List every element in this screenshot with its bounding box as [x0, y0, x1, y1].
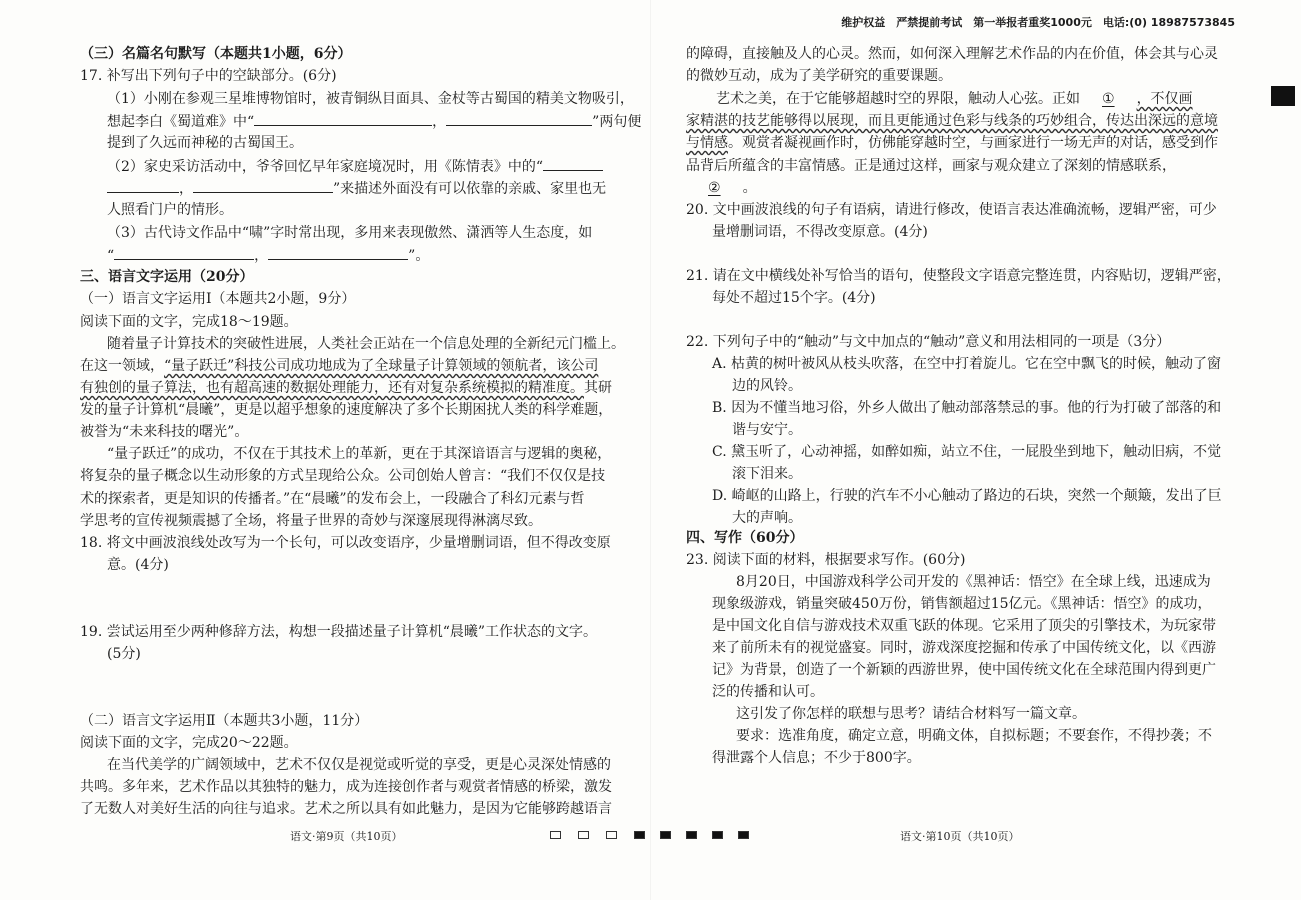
page-marker-square-icon — [578, 831, 589, 839]
passage-line: “量子跃迁”的成功，不仅在于其技术上的革新，更在于其深谙语言与逻辑的奥秘， — [107, 446, 612, 462]
reading-instruction-18-19: 阅读下面的文字，完成18～19题。 — [80, 314, 298, 330]
q21-stem-line2: 每处不超过15个字。(4分) — [712, 290, 876, 306]
material-line: 是中国文化自信与游戏技术双重飞跃的体现。它采用了顶尖的引擎技术，为玩家带 — [712, 618, 1216, 634]
answer-blank[interactable] — [254, 111, 432, 126]
q22-option-d-line2: 大的声响。 — [732, 510, 802, 526]
page-marker-square-icon — [634, 831, 645, 839]
section-3-heading: 三、语言文字运用（20分） — [80, 269, 254, 285]
wavy-underlined-text: 有独创的量子算法，也有超高速的数据处理能力，还有对复杂系统模拟的精准度。 — [80, 380, 584, 396]
blank-2-marker[interactable]: ② — [708, 180, 721, 196]
writing-prompt: 这引发了你怎样的联想与思考？请结合材料写一篇文章。 — [736, 706, 1086, 722]
q17-2-line2: ， ”来描述外面没有可以依靠的亲戚、家里也无 — [107, 178, 606, 199]
q17-1-line3: 提到了久远而神秘的古蜀国王。 — [107, 135, 303, 151]
passage-line: 艺术之美，在于它能够超越时空的界限，触动人心弦。正如 ① ，不仅画 — [716, 91, 1193, 107]
material-line: 记》为背景，创造了一个新颖的西游世界，使中国传统文化在全球范围内得到更广 — [712, 662, 1216, 678]
q18-stem: 18. 将文中画波浪线处改写为一个长句，可以改变语序，少量增删词语，但不得改变原 — [80, 535, 611, 551]
answer-blank[interactable] — [193, 178, 333, 193]
page-marker-square-icon — [660, 831, 671, 839]
q17-2-line3: 人照看门户的情形。 — [107, 202, 233, 218]
q17-1-line2: 想起李白《蜀道难》中“ ， ”两句便 — [107, 111, 641, 132]
q18-stem-line2: 意。(4分) — [107, 557, 169, 573]
answer-blank[interactable] — [268, 245, 408, 260]
passage-line: 学思考的宣传视频震撼了全场，将量子世界的奇妙与深邃展现得淋漓尽致。 — [80, 513, 542, 529]
answer-blank[interactable] — [107, 178, 179, 193]
q23-stem: 23. 阅读下面的材料，根据要求写作。(60分) — [686, 552, 966, 568]
q17-stem: 17. 补写出下列句子中的空缺部分。(6分) — [80, 68, 337, 84]
passage-line: 随着量子计算技术的突破性进展，人类社会正站在一个信息处理的全新纪元门槛上。 — [107, 336, 625, 352]
page-marker-square-icon — [738, 831, 749, 839]
anti-cheating-header: 维护权益 严禁提前考试 第一举报者重奖1000元 电话:(0) 18987573845 — [841, 16, 1235, 29]
page-marker-square-icon — [712, 831, 723, 839]
page-10-footer: 语文·第10页（共10页） — [900, 830, 1020, 843]
material-line: 来了前所未有的视觉盛宴。同时，游戏深度挖掘和传承了中国传统文化，以《西游 — [712, 640, 1216, 656]
section-3-title: （三）名篇名句默写（本题共1小题，6分） — [80, 46, 352, 62]
material-line: 8月20日，中国游戏科学公司开发的《黑神话：悟空》在全球上线，迅速成为 — [736, 574, 1211, 590]
reading-instruction-20-22: 阅读下面的文字，完成20～22题。 — [80, 735, 298, 751]
material-line: 泛的传播和认可。 — [712, 684, 824, 700]
q22-option-b[interactable]: B. 因为不懂当地习俗，外乡人做出了触动部落禁忌的事。他的行为打破了部落的和 — [712, 400, 1222, 416]
q22-stem: 22. 下列句子中的“触动”与文中加点的“触动”意义和用法相同的一项是（3分） — [686, 334, 1171, 350]
answer-blank[interactable] — [543, 156, 603, 171]
black-marker-square-icon — [1271, 86, 1295, 106]
passage-line: 在当代美学的广阔领域中，艺术不仅仅是视觉或听觉的享受，更是心灵深处情感的 — [107, 757, 611, 773]
passage-line: 与情感。观赏者凝视画作时，仿佛能穿越时空，与画家进行一场无声的对话，感受到作 — [686, 135, 1218, 151]
passage-line: 共鸣。多年来，艺术作品以其独特的魅力，成为连接创作者与观赏者情感的桥梁，激发 — [80, 779, 612, 795]
q20-stem-line2: 量增删词语，不得改变原意。(4分) — [712, 224, 928, 240]
passage-line: 有独创的量子算法，也有超高速的数据处理能力，还有对复杂系统模拟的精准度。其研 — [80, 380, 612, 396]
q22-option-c-line2: 滚下泪来。 — [732, 466, 802, 482]
passage-line: 在这一领域，“量子跃迁”科技公司成功地成为了全球量子计算领域的领航者，该公司 — [80, 358, 599, 374]
passage-line: 被誉为“未来科技的曙光”。 — [80, 424, 249, 440]
answer-blank[interactable] — [446, 111, 592, 126]
page-marker-square-icon — [606, 831, 617, 839]
wavy-underlined-text: 与情感 — [686, 135, 728, 151]
q22-option-a[interactable]: A. 枯黄的树叶被风从枝头吹落，在空中打着旋儿。它在空中飘飞的时候，触动了窗 — [712, 356, 1222, 372]
q17-2-text: （2）家史采访活动中，爷爷回忆早年家庭境况时，用《陈情表》中的“ — [107, 156, 603, 177]
blank-1-marker[interactable]: ① — [1102, 91, 1115, 107]
writing-requirements-line2: 得泄露个人信息；不少于800字。 — [712, 750, 921, 766]
writing-requirements: 要求：选准角度，确定立意，明确文体，自拟标题；不要套作，不得抄袭；不 — [736, 728, 1212, 744]
q17-3-text: （3）古代诗文作品中“啸”字时常出现，多用来表现傲然、潇洒等人生态度，如 — [107, 225, 593, 241]
passage-line: 将复杂的量子概念以生动形象的方式呈现给公众。公司创始人曾言：“我们不仅仅是技 — [80, 468, 606, 484]
passage-line: 的微妙互动，成为了美学研究的重要课题。 — [686, 68, 952, 84]
q22-option-c[interactable]: C. 黛玉听了，心动神摇，如醉如痴，站立不住，一屁股坐到地下，触动旧病，不觉 — [712, 444, 1222, 460]
passage-line: ② 。 — [686, 178, 757, 198]
q17-3-line2: “ ， ”。 — [107, 245, 429, 266]
q20-stem: 20. 文中画波浪线的句子有语病，请进行修改，使语言表达准确流畅，逻辑严密，可少 — [686, 202, 1217, 218]
section-4-heading: 四、写作（60分） — [686, 530, 804, 546]
passage-line: 发的量子计算机“晨曦”，更是以超乎想象的速度解决了多个长期困扰人类的科学难题， — [80, 402, 613, 418]
answer-blank[interactable] — [114, 245, 254, 260]
passage-line: 的障碍，直接触及人的心灵。然而，如何深入理解艺术作品的内在价值，体会其与心灵 — [686, 46, 1218, 62]
wavy-underlined-text: “量子跃迁”科技公司成功地成为了全球量子计算领域的领航者，该公司 — [164, 358, 599, 374]
wavy-underlined-text: 家精湛的技艺能够得以展现，而且更能通过色彩与线条的巧妙组合，传达出深远的意境 — [686, 113, 1218, 129]
passage-line: 了无数人对美好生活的向往与追求。艺术之所以具有如此魅力，是因为它能够跨越语言 — [80, 801, 612, 817]
q22-option-b-line2: 谐与安宁。 — [732, 422, 802, 438]
page-fold — [650, 0, 651, 900]
q17-1-text: （1）小刚在参观三星堆博物馆时，被青铜纵目面具、金杖等古蜀国的精美文物吸引， — [107, 91, 634, 107]
q19-stem: 19. 尝试运用至少两种修辞方法，构想一段描述量子计算机“晨曦”工作状态的文字。 — [80, 624, 598, 640]
subsection-2-heading: （二）语言文字运用Ⅱ（本题共3小题，11分） — [80, 713, 369, 729]
page-9-footer: 语文·第9页（共10页） — [290, 830, 403, 843]
passage-line: 品背后所蕴含的丰富情感。正是通过这样，画家与观众建立了深刻的情感联系， — [686, 158, 1176, 174]
q22-option-a-line2: 边的风铃。 — [732, 378, 802, 394]
page-marker-square-icon — [550, 831, 561, 839]
passage-line: 术的探索者，更是知识的传播者。”在“晨曦”的发布会上，一段融合了科幻元素与哲 — [80, 491, 585, 507]
material-line: 现象级游戏，销量突破450万份，销售额超过15亿元。《黑神话：悟空》的成功， — [712, 596, 1212, 612]
page-marker-square-icon — [686, 831, 697, 839]
passage-line — [686, 111, 1218, 131]
subsection-1-heading: （一）语言文字运用Ⅰ（本题共2小题，9分） — [80, 291, 356, 307]
q19-stem-line2: (5分) — [107, 646, 141, 662]
q22-option-d[interactable]: D. 崎岖的山路上，行驶的汽车不小心触动了路边的石块，突然一个颠簸，发出了巨 — [712, 488, 1222, 504]
q21-stem: 21. 请在文中横线处补写恰当的语句，使整段文字语意完整连贯，内容贴切，逻辑严密， — [686, 268, 1231, 284]
